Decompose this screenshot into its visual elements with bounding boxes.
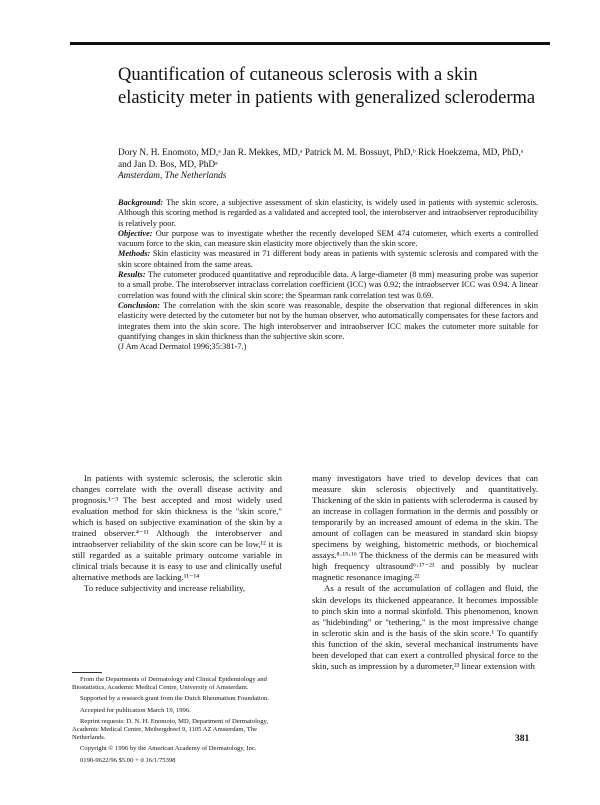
left-column [72,473,282,595]
abstract-methods: Methods: Skin elasticity was measured in 71 different body areas in patients with systemic sclerosis and compared with the skin score obtained from the same areas. [118,249,538,269]
body-paragraph: In patients with systemic sclerosis, the sclerotic skin changes correlate with the overall disease activity and prognosis.¹⁻³ The best accepted and most widely used evaluation method for skin thickness is the "skin score," which is based on subjective examination of the skin by a trained observer.⁴⁻¹¹ Although the interobserver and intraobserver reliability of the skin score can be low,¹² it is still regarded as a suitable primary outcome variable in clinical trials because it is easy to use and clinically useful alternative methods are lacking.¹¹⁻¹⁴ [72,473,282,583]
body-paragraph: As a result of the accumulation of collagen and fluid, the skin develops its thickened appearance. It becomes impossible to pinch skin into a normal skinfold. This phenomenon, known as "hidebinding" or "tethering," is the most impressive change in sclerotic skin and is the basis of the skin score.¹ To quantify this function of the skin, several mechanical instruments have been developed that can exert a controlled physical force to the skin, such as impression by a durometer,²³ linear extension with [312,583,538,671]
footnote: Supported by a research grant from the Dutch Rheumatism Foundation. [80,695,269,703]
abstract [118,198,538,352]
footnotes [72,676,282,768]
article-title: Quantification of cutaneous sclerosis with a skin elasticity meter in patients with generalized scleroderma [118,65,536,108]
citation: (J Am Acad Dermatol 1996;35:381-7.) [118,342,247,352]
abstract-conclusion: Conclusion: The correlation with the skin score was reasonable, despite the observation that regional differences in skin elasticity were detected by the cutometer but not by the human observer, who automatically compensates for these factors and integrates them into the skin score. The high interobserver and intraobserver ICC makes the cutometer more suitable for quantifying changes in skin thickness than the subjective skin score. [118,300,538,341]
footnote-rule [72,672,102,673]
footnote: Reprint requests: D. N. H. Enomoto, MD, Department of Dermatology, Academic Medical Centre, Meibergdreef 9, 1105 AZ Amsterdam, The Netherlands. [72,717,269,742]
footnote: Copyright © 1996 by the American Academy of Dermatology, Inc. [80,745,257,753]
top-rule [70,42,550,45]
author-location: Amsterdam, The Netherlands [118,171,227,181]
abstract-background: Background: The skin score, a subjective assessment of skin elasticity, is widely used in patients with systemic sclerosis. Although this scoring method is regarded as a validated and accepted tool, the interobserver and intraobserver reproducibility is relatively poor. [118,198,538,228]
body-paragraph: many investigators have tried to develop devices that can measure skin sclerosis objectively and quantitatively. Thickening of the skin in patients with scleroderma is caused by an increase in collagen formation in the dermis and possibly or temporarily by an increased amount of edema in the skin. The amount of collagen can be measured in standard skin biopsy specimens by weighing, histometric methods, or biochemical assays.⁸·¹⁵·¹⁶ The thickness of the dermis can be measured with high frequency ultrasound⁶·¹⁷⁻²¹ and possibly by nuclear magnetic resonance imaging.²² [312,473,538,583]
abstract-results: Results: The cutometer produced quantitative and reproducible data. A large-diameter (8 mm) measuring probe was superior to a small probe. The interobserver intraclass correlation coefficient (ICC) was 0.92; the intraobserver ICC was 0.94. A linear correlation was found with the clinical skin score: the Spearman rank correlation test was 0.69. [118,270,538,300]
footnote: 0190-9622/96 $5.00 + 0 16/1/75398 [80,756,176,764]
footnote: Accepted for publication March 19, 1996. [80,706,191,714]
abstract-objective: Objective: Our purpose was to investigate whether the recently developed SEM 474 cutometer, which exerts a controlled vacuum force to the skin, can measure skin elasticity more objectively than the skin score. [118,228,538,249]
footnote: From the Departments of Dermatology and Clinical Epidemiology and Biostatistics, Academic Medical Centre, University of Amsterdam. [72,676,267,692]
right-column [312,473,538,672]
page-number: 381 [515,734,530,744]
author-list: Dory N. H. Enomoto, MD,ᵃ Jan R. Mekkes, MD,ᵃ Patrick M. M. Bossuyt, PhD,ᵇ Rick Hoekzema, MD, PhD,ᵃ and Jan D. Bos, MD, PhDᵃ [118,148,524,170]
body-paragraph: To reduce subjectivity and increase reliability, [84,583,246,594]
